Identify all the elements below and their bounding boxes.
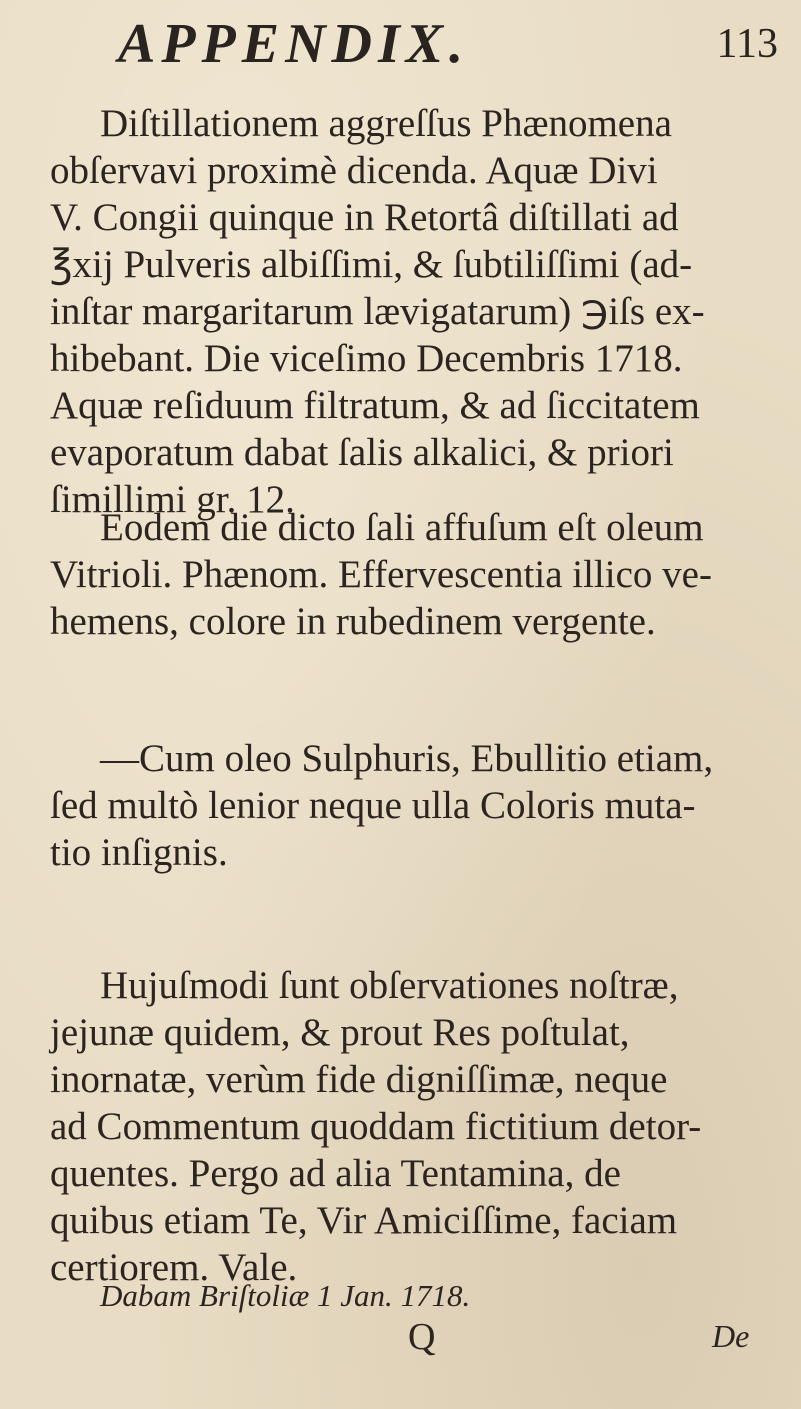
- text-line: quentes. Pergo ad alia Tentamina, de: [50, 1152, 621, 1195]
- text-line: ſimillimi gr. 12.: [50, 478, 295, 521]
- text-line: Diſtillationem aggreſſus Phænomena: [100, 102, 672, 145]
- paragraph-2: [50, 504, 770, 645]
- text-line: jejunæ quidem, & prout Res poſtulat,: [50, 1011, 630, 1054]
- text-line: evaporatum dabat ſalis alkalici, & priori: [50, 431, 674, 474]
- text-line: V. Congii quinque in Retortâ diſtillati ad: [50, 196, 679, 239]
- text-line: Vitrioli. Phænom. Effervescentia illico ve-: [50, 553, 712, 596]
- text-line: inſtar margaritarum lævigatarum) ℈iſs ex-: [50, 290, 705, 333]
- paragraph-3: [50, 735, 770, 876]
- signature-mark: Q: [408, 1316, 436, 1358]
- page-number: 113: [716, 21, 778, 67]
- catchword: De: [712, 1318, 750, 1354]
- text-line: ad Commentum quoddam fictitium detor-: [50, 1105, 702, 1148]
- text-line: ℥xij Pulveris albiſſimi, & ſubtiliſſimi (ad-: [50, 243, 693, 286]
- running-header: [118, 12, 788, 75]
- text-line: ſed multò lenior neque ulla Coloris muta-: [50, 784, 696, 827]
- header-title: APPENDIX.: [118, 13, 470, 75]
- text-line: certiorem. Vale.: [50, 1246, 298, 1289]
- paragraph-4: [50, 962, 770, 1291]
- text-line: Hujuſmodi ſunt obſervationes noſtræ,: [100, 964, 679, 1007]
- text-line: tio inſignis.: [50, 831, 228, 874]
- text-line: —Cum oleo Sulphuris, Ebullitio etiam,: [100, 737, 714, 780]
- paragraph-1: [50, 100, 770, 523]
- text-line: Eodem die dicto ſali affuſum eſt oleum: [100, 506, 704, 549]
- text-line: inornatæ, verùm fide digniſſimæ, neque: [50, 1058, 668, 1101]
- dateline: Dabam Briſtoliæ 1 Jan. 1718.: [100, 1278, 471, 1313]
- text-line: hemens, colore in rubedinem vergente.: [50, 600, 656, 643]
- text-line: obſervavi proximè dicenda. Aquæ Divi: [50, 149, 658, 192]
- text-line: quibus etiam Te, Vir Amiciſſime, faciam: [50, 1199, 678, 1242]
- text-line: hibebant. Die viceſimo Decembris 1718.: [50, 337, 683, 380]
- text-line: Aquæ reſiduum filtratum, & ad ſiccitatem: [50, 384, 700, 427]
